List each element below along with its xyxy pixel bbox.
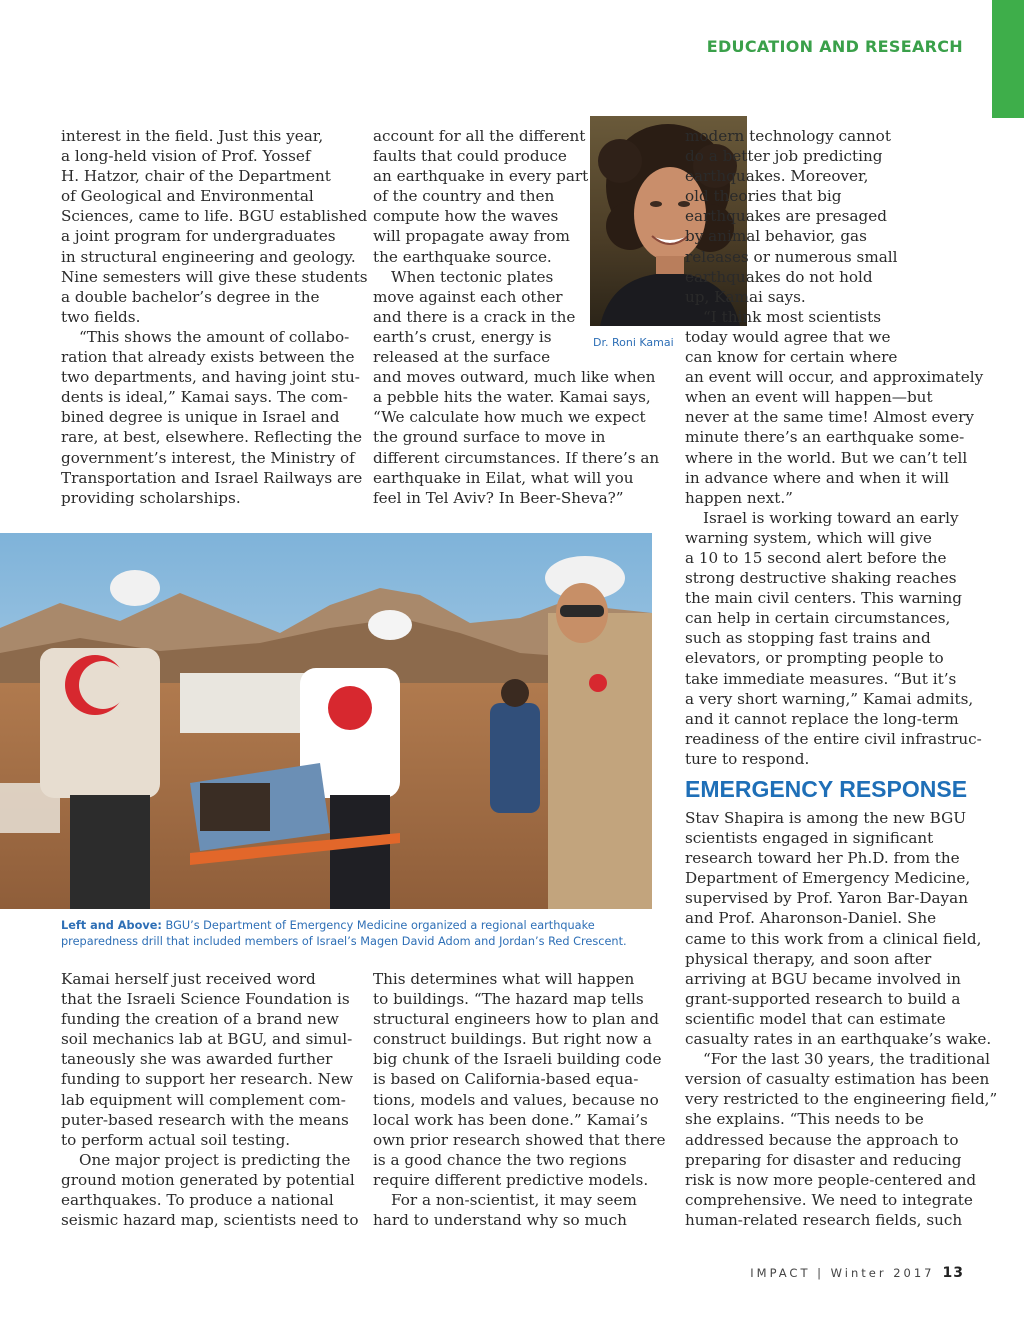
- text-line: This determines what will happen: [373, 970, 635, 988]
- text-line: different circumstances. If there’s an: [373, 448, 660, 467]
- text-line: preparing for disaster and reducing: [685, 1150, 962, 1169]
- text-line: construct buildings. But right now a: [373, 1030, 652, 1049]
- text-line: Sciences, came to life. BGU established: [61, 207, 368, 226]
- column-1-bottom-text: [61, 969, 359, 1230]
- text-line: Department of Emergency Medicine,: [685, 869, 971, 888]
- column-2-bottom-text: [373, 969, 666, 1230]
- text-line: a very short warning,” Kamai admits,: [685, 689, 974, 708]
- text-line: account for all the different: [373, 127, 586, 145]
- section-color-tab: [992, 0, 1024, 118]
- text-line: addressed because the approach to: [685, 1130, 959, 1149]
- text-line: that the Israeli Science Foundation is: [61, 990, 350, 1009]
- text-line: very restricted to the engineering field,”: [685, 1090, 998, 1109]
- text-line: and it cannot replace the long-term: [685, 709, 959, 728]
- text-line: human-related research fields, such: [685, 1210, 963, 1229]
- text-line: taneously she was awarded further: [61, 1050, 333, 1069]
- text-line: released at the surface: [373, 348, 551, 367]
- text-line: an event will occur, and approximately: [685, 368, 984, 387]
- text-line: hard to understand why so much: [373, 1211, 627, 1230]
- text-line: government’s interest, the Ministry of: [61, 448, 355, 467]
- text-line: a joint program for undergraduates: [61, 227, 336, 246]
- text-line: will propagate away from: [373, 227, 570, 246]
- text-line: do a better job predicting: [685, 147, 883, 166]
- text-line: modern technology cannot: [685, 127, 891, 145]
- text-line: local work has been done.” Kamai’s: [373, 1110, 648, 1129]
- text-line: Transportation and Israel Railways are: [61, 468, 363, 487]
- text-line: Israel is working toward an early: [703, 508, 959, 527]
- text-line: earthquakes are presaged: [685, 207, 887, 226]
- text-line: “This shows the amount of collabo-: [79, 327, 350, 346]
- section-heading-emergency-response: EMERGENCY RESPONSE: [685, 776, 968, 802]
- text-line: the earthquake source.: [373, 247, 552, 266]
- text-line: old theories that big: [685, 187, 842, 206]
- text-line: lab equipment will complement com-: [61, 1090, 346, 1109]
- text-line: to perform actual soil testing.: [61, 1130, 291, 1149]
- portrait-caption: Dr. Roni Kamai: [593, 336, 674, 349]
- text-line: up, Kamai says.: [685, 287, 806, 306]
- column-3-top-text: [685, 126, 984, 769]
- text-line: by animal behavior, gas: [685, 227, 867, 246]
- text-line: When tectonic plates: [391, 267, 554, 286]
- text-line: such as stopping fast trains and: [685, 629, 931, 648]
- text-line: she explains. “This needs to be: [685, 1110, 924, 1129]
- text-line: own prior research showed that there: [373, 1130, 666, 1149]
- text-line: readiness of the entire civil infrastruc-: [685, 729, 982, 748]
- text-line: big chunk of the Israeli building code: [373, 1050, 662, 1069]
- text-line: minute there’s an earthquake some-: [685, 428, 965, 447]
- text-line: elevators, or prompting people to: [685, 649, 944, 668]
- text-line: comprehensive. We need to integrate: [685, 1190, 973, 1209]
- text-line: never at the same time! Almost every: [685, 408, 974, 427]
- photo-caption: [61, 918, 661, 949]
- text-line: Stav Shapira is among the new BGU: [685, 809, 967, 827]
- text-line: Nine semesters will give these students: [61, 267, 368, 286]
- column-3-bottom-text: [685, 808, 998, 1230]
- text-line: a pebble hits the water. Kamai says,: [373, 388, 651, 407]
- text-line: “I think most scientists: [703, 307, 881, 326]
- text-line: and Prof. Aharonson-Daniel. She: [685, 909, 937, 928]
- text-line: of the country and then: [373, 187, 555, 206]
- text-line: scientific model that can estimate: [685, 1009, 946, 1028]
- text-line: can help in certain circumstances,: [685, 609, 951, 628]
- text-line: releases or numerous small: [685, 247, 898, 266]
- text-line: can know for certain where: [685, 348, 898, 367]
- text-line: casualty rates in an earthquake’s wake.: [685, 1030, 992, 1049]
- page-footer: [750, 1265, 964, 1281]
- text-line: earthquakes. To produce a national: [61, 1191, 334, 1210]
- text-line: ground motion generated by potential: [61, 1170, 355, 1189]
- text-line: supervised by Prof. Yaron Bar-Dayan: [685, 889, 968, 908]
- text-line: feel in Tel Aviv? In Beer-Sheva?”: [373, 488, 624, 507]
- text-line: today would agree that we: [685, 327, 891, 346]
- text-line: bined degree is unique in Israel and: [61, 408, 340, 427]
- page-number: 13: [942, 1265, 964, 1281]
- text-line: is based on California-based equa-: [373, 1070, 639, 1089]
- text-line: compute how the waves: [373, 207, 559, 226]
- text-line: puter-based research with the means: [61, 1110, 349, 1129]
- text-line: two fields.: [61, 307, 141, 326]
- photo-caption-lead: Left and Above:: [61, 919, 162, 932]
- text-line: ration that already exists between the: [61, 348, 355, 367]
- text-line: earth’s crust, energy is: [373, 327, 552, 346]
- text-line: funding to support her research. New: [61, 1070, 353, 1089]
- text-line: to buildings. “The hazard map tells: [373, 990, 644, 1009]
- text-line: strong destructive shaking reaches: [685, 569, 957, 588]
- publication-name: IMPACT | Winter 2017: [750, 1266, 935, 1280]
- text-line: move against each other: [373, 287, 563, 306]
- text-line: dents is ideal,” Kamai says. The com-: [61, 388, 348, 407]
- text-line: “We calculate how much we expect: [373, 408, 646, 427]
- text-line: in structural engineering and geology.: [61, 247, 356, 266]
- text-line: the main civil centers. This warning: [685, 589, 963, 608]
- earthquake-drill-photo: [0, 533, 652, 909]
- text-line: an earthquake in every part: [373, 167, 589, 186]
- text-line: seismic hazard map, scientists need to: [61, 1211, 359, 1230]
- text-line: the ground surface to move in: [373, 428, 606, 447]
- text-line: arriving at BGU became involved in: [685, 969, 961, 988]
- text-line: in advance where and when it will: [685, 468, 949, 487]
- text-line: and there is a crack in the: [373, 307, 576, 326]
- text-line: warning system, which will give: [685, 528, 932, 547]
- text-line: providing scholarships.: [61, 488, 241, 507]
- text-line: two departments, and having joint stu-: [61, 368, 360, 387]
- text-line: “For the last 30 years, the traditional: [703, 1050, 991, 1069]
- text-line: For a non-scientist, it may seem: [391, 1191, 637, 1210]
- text-line: take immediate measures. “But it’s: [685, 669, 957, 688]
- text-line: a double bachelor’s degree in the: [61, 287, 320, 306]
- text-line: research toward her Ph.D. from the: [685, 849, 960, 868]
- text-line: Kamai herself just received word: [61, 970, 316, 988]
- text-line: grant-supported research to build a: [685, 989, 961, 1008]
- text-line: happen next.”: [685, 488, 793, 507]
- photo-caption-text: BGU’s Department of Emergency Medicine organized a regional earthquake preparedness drill that included members of Israel’s Magen David Adom and Jordan’s Red Crescent.: [61, 919, 627, 948]
- text-line: tions, models and values, because no: [373, 1090, 659, 1109]
- section-label: EDUCATION AND RESEARCH: [706, 37, 963, 56]
- text-line: structural engineers how to plan and: [373, 1010, 659, 1029]
- text-line: funding the creation of a brand new: [61, 1010, 339, 1029]
- text-line: H. Hatzor, chair of the Department: [61, 167, 331, 186]
- text-line: earthquakes. Moreover,: [685, 167, 869, 186]
- text-line: and moves outward, much like when: [373, 368, 656, 387]
- text-line: when an event will happen—but: [685, 388, 933, 407]
- text-line: a long-held vision of Prof. Yossef: [61, 147, 311, 166]
- text-line: of Geological and Environmental: [61, 187, 314, 206]
- text-line: risk is now more people-centered and: [685, 1170, 977, 1189]
- text-line: ture to respond.: [685, 749, 810, 768]
- column-1-top-text: [61, 126, 368, 508]
- text-line: require different predictive models.: [373, 1170, 649, 1189]
- text-line: came to this work from a clinical field,: [685, 929, 982, 948]
- text-line: faults that could produce: [373, 147, 567, 166]
- text-line: One major project is predicting the: [79, 1150, 351, 1169]
- text-line: physical therapy, and soon after: [685, 949, 932, 968]
- text-line: where in the world. But we can’t tell: [685, 448, 968, 467]
- text-line: earthquakes do not hold: [685, 267, 873, 286]
- text-line: rare, at best, elsewhere. Reflecting the: [61, 428, 362, 447]
- text-line: scientists engaged in significant: [685, 829, 934, 848]
- text-line: a 10 to 15 second alert before the: [685, 548, 947, 567]
- text-line: soil mechanics lab at BGU, and simul-: [61, 1030, 353, 1049]
- text-line: interest in the field. Just this year,: [61, 127, 324, 145]
- text-line: is a good chance the two regions: [373, 1150, 627, 1169]
- text-line: version of casualty estimation has been: [685, 1070, 990, 1089]
- text-line: earthquake in Eilat, what will you: [373, 468, 634, 487]
